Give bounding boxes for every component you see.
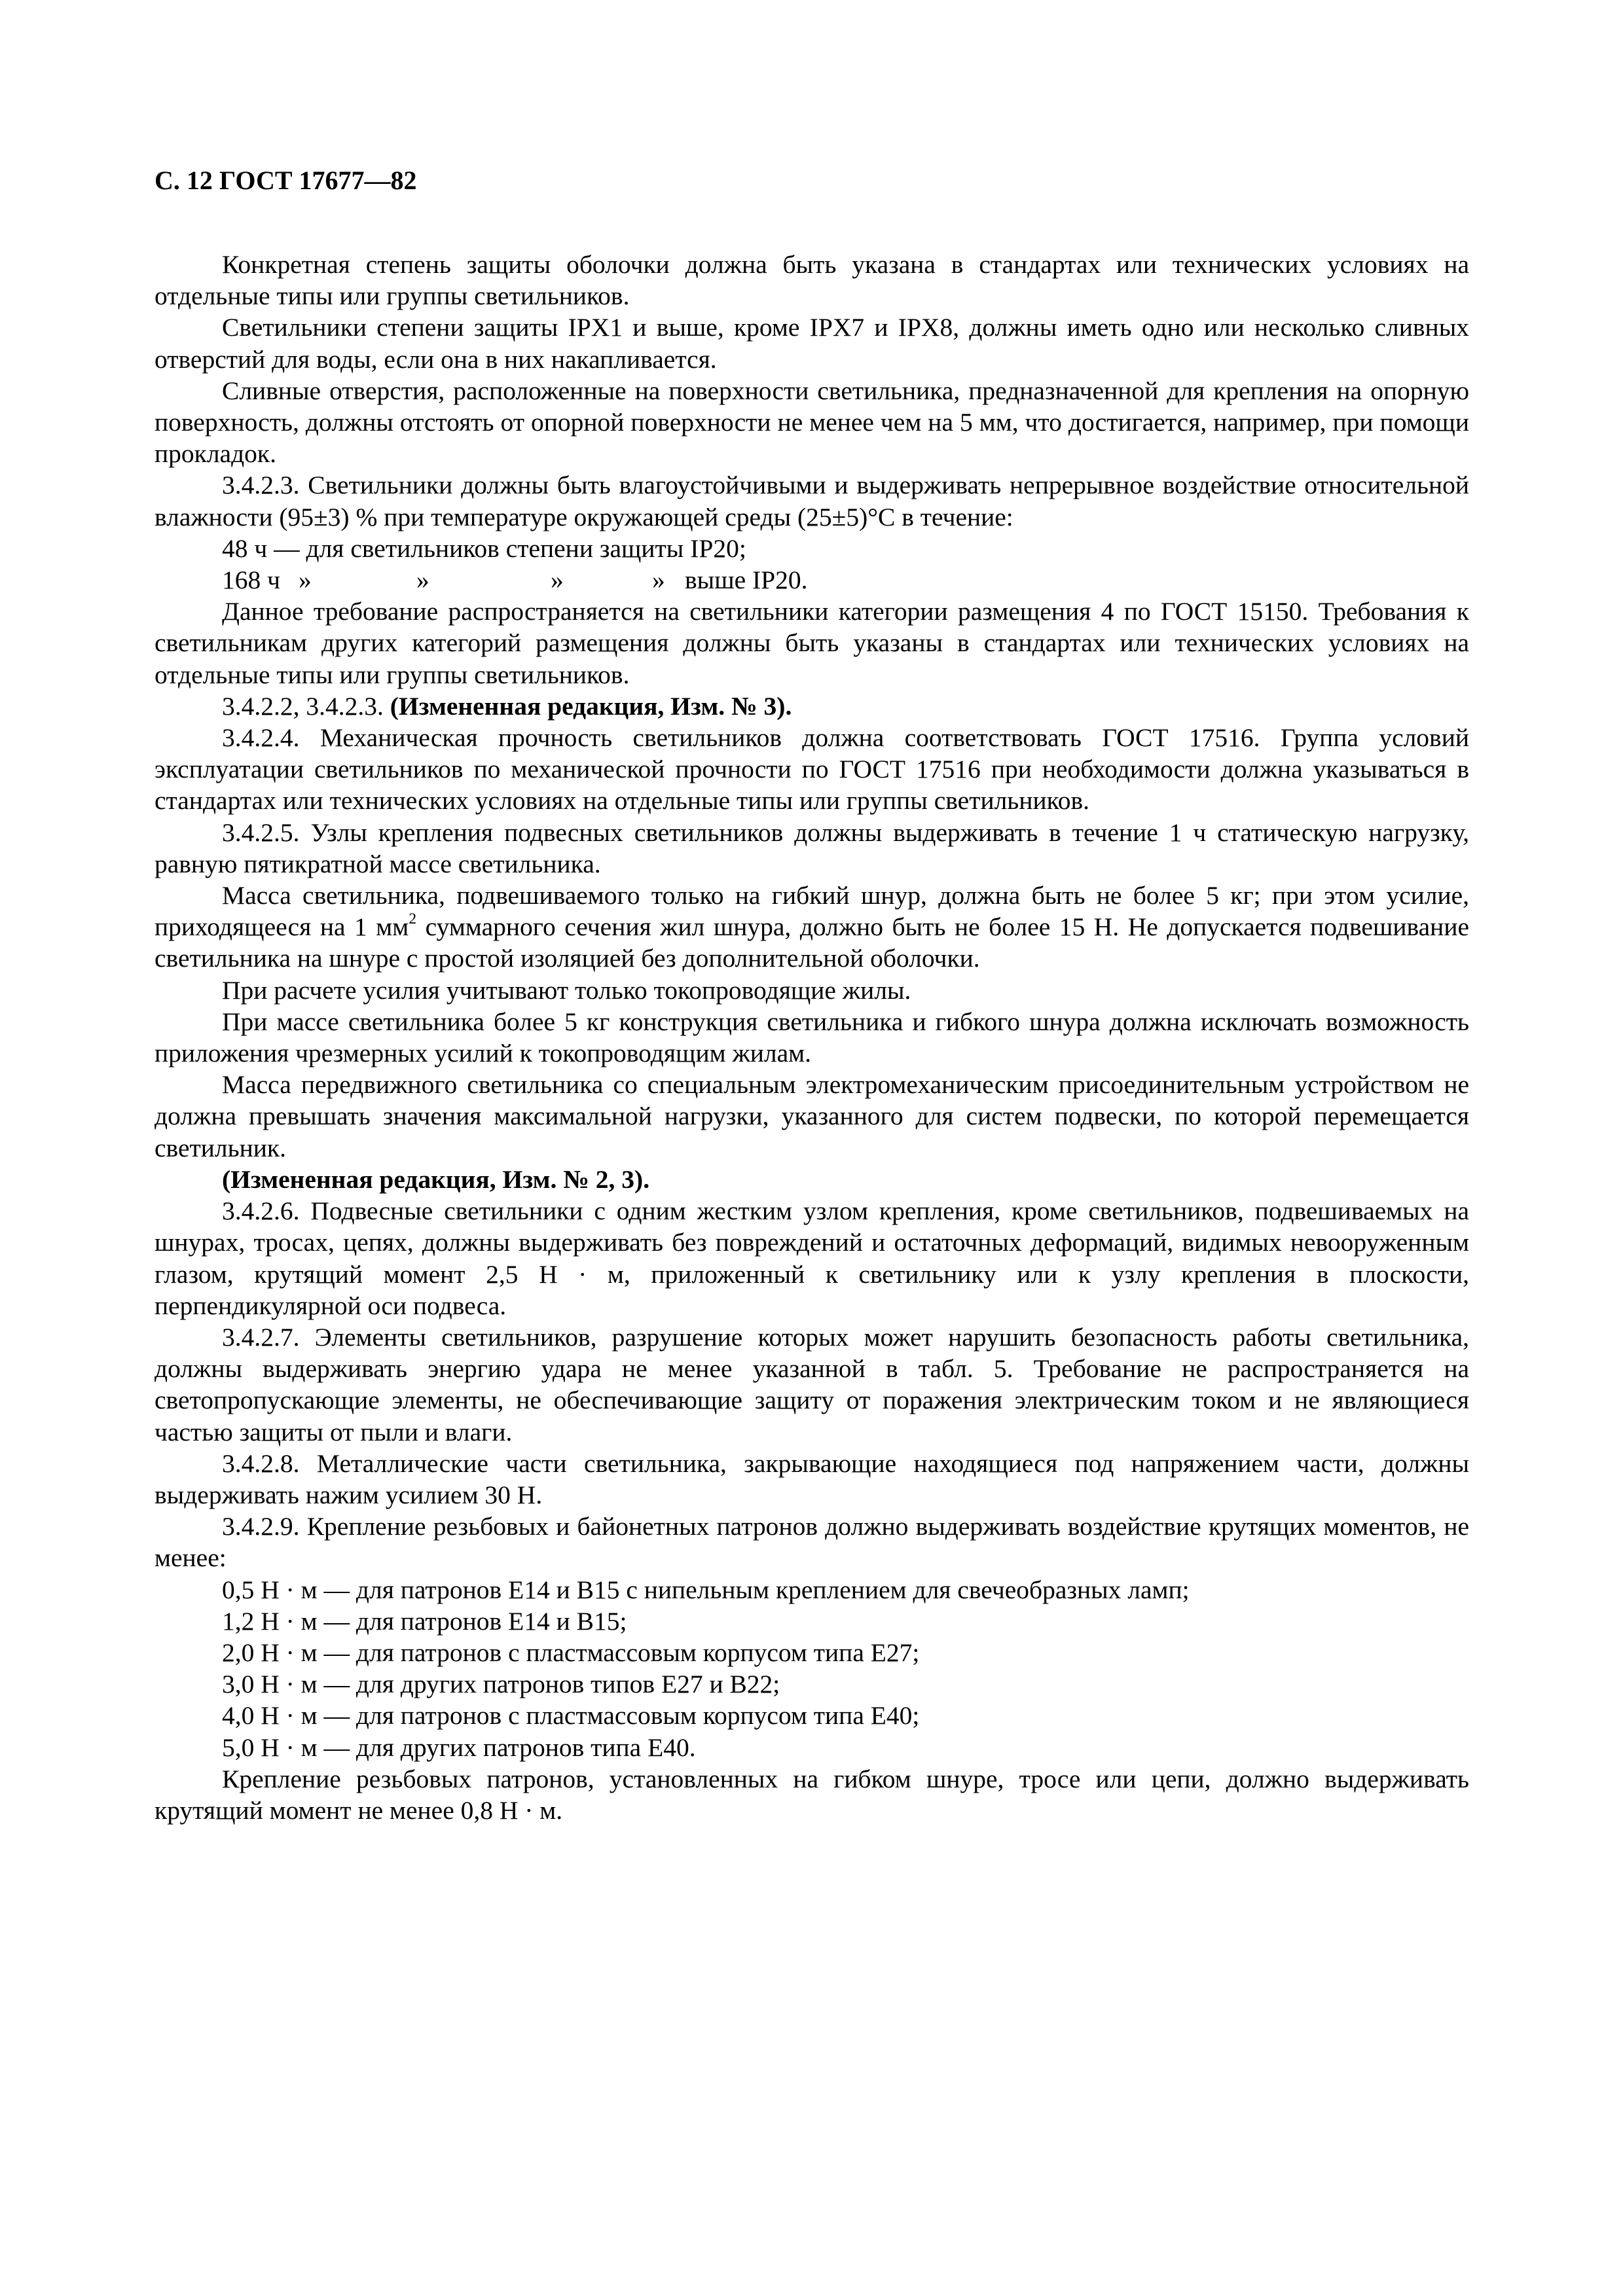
superscript: 2 xyxy=(409,910,417,928)
paragraph: 3.4.2.8. Металлические части светильника, закрывающие находящиеся под напряжением части, должны выдерживать нажим усилием 30 Н. xyxy=(155,1448,1469,1509)
text-part: Масса светильника, подвешиваемого только на гибкий шнур, должна быть не более 5 кг; при этом усилие, приходящееся на 1 мм xyxy=(155,881,1469,942)
page-header: С. 12 ГОСТ 17677—82 xyxy=(155,166,417,195)
paragraph: Конкретная степень защиты оболочки должна быть указана в стандартах или технических условиях на отдельные типы или группы светильников. xyxy=(155,250,1469,311)
torque-item: 3,0 Н · м — для других патронов типов Е27 и В22; xyxy=(222,1670,780,1699)
ditto-mark: » xyxy=(416,565,429,595)
paragraph: 3.4.2.9. Крепление резьбовых и байонетных патронов должно выдерживать воздействие крутящих моментов, не менее: xyxy=(155,1512,1469,1573)
ditto-row-hours: 168 ч xyxy=(222,565,280,595)
paragraph: При расчете усилия учитывают только токопроводящие жилы. xyxy=(222,975,911,1005)
paragraph xyxy=(155,880,1469,975)
torque-item: 0,5 Н · м — для патронов Е14 и В15 с нипельным креплением для свечеобразных ламп; xyxy=(222,1575,1190,1604)
amendment-note: (Измененная редакция, Изм. № 2, 3). xyxy=(222,1164,650,1194)
paragraph: Крепление резьбовых патронов, установленных на гибком шнуре, тросе или цепи, должно выдерживать крутящий момент не менее 0,8 Н · м. xyxy=(155,1764,1469,1825)
paragraph: 3.4.2.4. Механическая прочность светильников должна соответствовать ГОСТ 17516. Группа условий эксплуатации светильников по механической прочности по ГОСТ 17516 при необходимости должна указываться в стандартах или технических условиях на отдельные типы или группы светильников. xyxy=(155,723,1469,816)
paragraph: 48 ч — для светильников степени защиты IP20; xyxy=(222,533,746,563)
ditto-mark: » xyxy=(652,565,665,595)
amendment-note: (Измененная редакция, Изм. № 3). xyxy=(390,691,792,721)
torque-item: 5,0 Н · м — для других патронов типа Е40. xyxy=(222,1732,696,1762)
ditto-row-tail: выше IP20. xyxy=(685,565,808,595)
paragraph: Сливные отверстия, расположенные на поверхности светильника, предназначенной для крепления на опорную поверхность, должны отстоять от опорной поверхности не менее чем на 5 мм, что достигается, например, при помощи прокладок. xyxy=(155,376,1469,469)
ditto-mark: » xyxy=(551,565,564,595)
page-body xyxy=(155,249,1469,1826)
clause-ref: 3.4.2.2, 3.4.2.3. xyxy=(222,691,390,721)
torque-item: 4,0 Н · м — для патронов с пластмассовым корпусом типа Е40; xyxy=(222,1701,920,1731)
ditto-mark: » xyxy=(299,565,312,595)
torque-item: 2,0 Н · м — для патронов с пластмассовым корпусом типа Е27; xyxy=(222,1638,920,1667)
ditto-row xyxy=(155,564,1469,596)
paragraph: Данное требование распространяется на светильники категории размещения 4 по ГОСТ 15150. Требования к светильникам других категорий размещения должны быть указаны в стандартах или технических условиях на отдельные типы или группы светильников. xyxy=(155,597,1469,689)
paragraph: 3.4.2.7. Элементы светильников, разрушение которых может нарушить безопасность работы светильника, должны выдерживать энергию удара не менее указанной в табл. 5. Требование не распространяется на светопропускающие элементы, не обеспечивающие защиту от поражения электрическим током и не являющиеся частью защиты от пыли и влаги. xyxy=(155,1322,1469,1446)
paragraph: Масса передвижного светильника со специальным электромеханическим присоединительным устройством не должна превышать значения максимальной нагрузки, указанного для систем подвески, по которой перемещается светильник. xyxy=(155,1070,1469,1162)
paragraph: При массе светильника более 5 кг конструкция светильника и гибкого шнура должна исключать возможность приложения чрезмерных усилий к токопроводящим жилам. xyxy=(155,1007,1469,1068)
paragraph: 3.4.2.5. Узлы крепления подвесных светильников должны выдерживать в течение 1 ч статическую нагрузку, равную пятикратной массе светильника. xyxy=(155,817,1469,878)
paragraph: 3.4.2.3. Светильники должны быть влагоустойчивыми и выдерживать непрерывное воздействие относительной влажности (95±3) % при температуре окружающей среды (25±5)°С в течение: xyxy=(155,471,1469,531)
paragraph: 3.4.2.6. Подвесные светильники с одним жестким узлом крепления, кроме светильников, подвешиваемых на шнурах, тросах, цепях, должны выдерживать без повреждений и остаточных деформаций, видимых невооруженным глазом, крутящий момент 2,5 Н · м, приложенный к светильнику или к узлу крепления в плоскости, перпендикулярной оси подвеса. xyxy=(155,1196,1469,1320)
torque-item: 1,2 Н · м — для патронов Е14 и В15; xyxy=(222,1606,627,1636)
paragraph xyxy=(155,691,1469,722)
text-part: суммарного сечения жил шнура, должно быть не более 15 Н. Не допускается подвешивание светильника на шнуре с простой изоляцией без дополнительной оболочки. xyxy=(155,912,1469,973)
paragraph xyxy=(155,1164,1469,1195)
paragraph: Светильники степени защиты IPX1 и выше, кроме IPX7 и IPX8, должны иметь одно или несколько сливных отверстий для воды, если она в них накапливается. xyxy=(155,313,1469,374)
